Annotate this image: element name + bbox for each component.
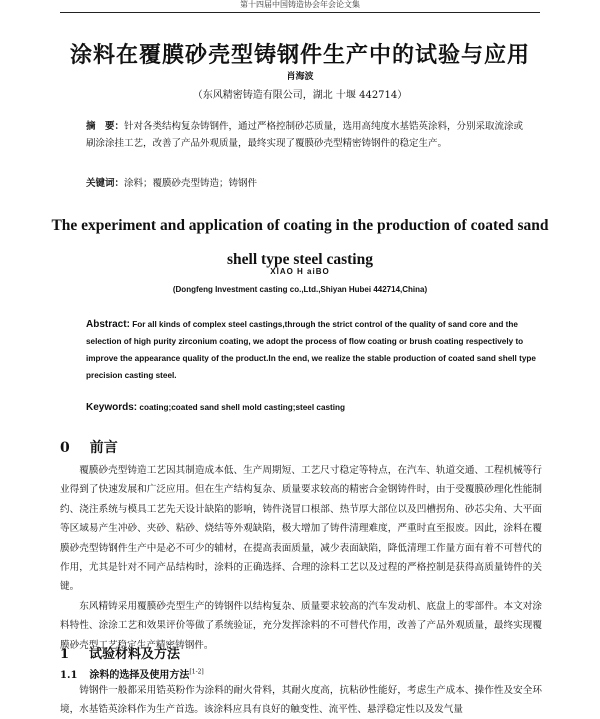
paper-title-en: The experiment and application of coating in the production of coated sand shell type steel casting <box>51 217 549 268</box>
section-0-body <box>60 461 542 655</box>
section-1-title: 试验材料及方法 <box>89 647 181 662</box>
keywords-en <box>86 402 345 413</box>
section-0-number: 0 <box>60 440 70 456</box>
keywords-en-text: coating;coated sand shell mold casting;steel casting <box>139 403 346 412</box>
body-paragraph: 东风精铸采用覆膜砂壳型生产的铸钢件以结构复杂、质量要求较高的汽车发动机、底盘上的零部件。本文对涂料特性、涂涂工艺和效果评价等做了系统验证，充分发挥涂料的不可替代作用，改善了产品外观质量，最终实现覆膜砂壳型工艺稳定生产精密铸钢件。 <box>60 600 542 651</box>
keywords-cn-text: 涂料；覆膜砂壳型铸造；铸钢件 <box>124 178 258 189</box>
section-0-title: 前言 <box>89 440 118 456</box>
abstract-cn <box>86 118 530 152</box>
body-paragraph: 覆膜砂壳型铸造工艺因其制造成本低、生产周期短、工艺尺寸稳定等特点，在汽车、轨道交通、工程机械等行业得到了快速发展和广泛应用。但在生产结构复杂、质量要求较高的精密合金钢铸件时，由于受覆膜砂理化性能制约、浇注系统与模具工艺先天设计缺陷的影响，铸件浇冒口根部、热节厚大部位以及凹槽拐角、砂芯尖角、大平面等区域易产生冲砂、夹砂、粘砂、烧结等外观缺陷，极大增加了铸件清理难度，严重时直至报废。因此，涂料在覆膜砂壳型铸钢件生产中是必不可少的辅材，在提高表面质量，减少表面缺陷，降低清理工作量方面有着不可替代的作用，尤其是针对不同产品结构时，涂料的正确选择、合理的涂料工艺以及过程的严格控制是获得高质量铸件的关键。 <box>60 465 542 593</box>
abstract-en-label: Abstract: <box>86 319 130 330</box>
abstract-cn-text: 针对各类结构复杂铸钢件，通过严格控制砂芯质量，选用高纯度水基锆英涂料，分别采取流涂或刷涂涂挂工艺，改善了产品外观质量，最终实现了覆膜砂壳型精密铸钢件的稳定生产。 <box>86 121 524 149</box>
section-heading-0 <box>60 437 118 457</box>
subsection-1-1-title: 涂料的选择及使用方法 <box>89 670 190 681</box>
paper-title-cn: 涂料在覆膜砂壳型铸钢件生产中的试验与应用 <box>69 42 530 68</box>
affiliation-cn: （东风精密铸造有限公司，湖北 十堰 442714） <box>192 90 408 101</box>
section-1-1-body <box>60 681 542 719</box>
affiliation-en: (Dongfeng Investment casting co.,Ltd.,Shiyan Hubei 442714,China) <box>172 285 428 294</box>
running-header <box>60 0 540 13</box>
body-paragraph: 铸钢件一般都采用锆英粉作为涂料的耐火骨料，其耐火度高，抗粘砂性能好，考虑生产成本、操作性及安全环境，水基锆英涂料作为生产首选。该涂料应具有良好的触变性、流平性、悬浮稳定性以及发气量 <box>60 685 542 715</box>
author-name-en: XIAO H aiBO <box>270 267 330 276</box>
subsection-heading-1-1 <box>60 666 204 681</box>
abstract-en-text: For all kinds of complex steel castings,through the strict control of the quality of sand core and the selection of high purity zirconium coating, we adopt the process of flow coating or brush coating respectively to improve the appearance quality of the product.In the end, we realize the stable production of coated sand shell type precision casting steel. <box>86 320 536 380</box>
section-1-number: 1 <box>60 647 70 662</box>
author-name-cn: 肖海波 <box>286 72 314 82</box>
keywords-cn-label: 关键词： <box>86 178 125 189</box>
running-header-text: 第十四届中国铸造协会年会论文集 <box>240 0 360 9</box>
section-heading-1 <box>60 643 180 662</box>
abstract-cn-label: 摘 要： <box>86 121 125 132</box>
keywords-en-label: Keywords: <box>86 402 138 413</box>
abstract-en <box>86 316 538 384</box>
subsection-1-1-number: 1.1 <box>60 670 78 681</box>
citation-ref: [1-2] <box>189 668 204 676</box>
keywords-cn <box>86 175 257 189</box>
